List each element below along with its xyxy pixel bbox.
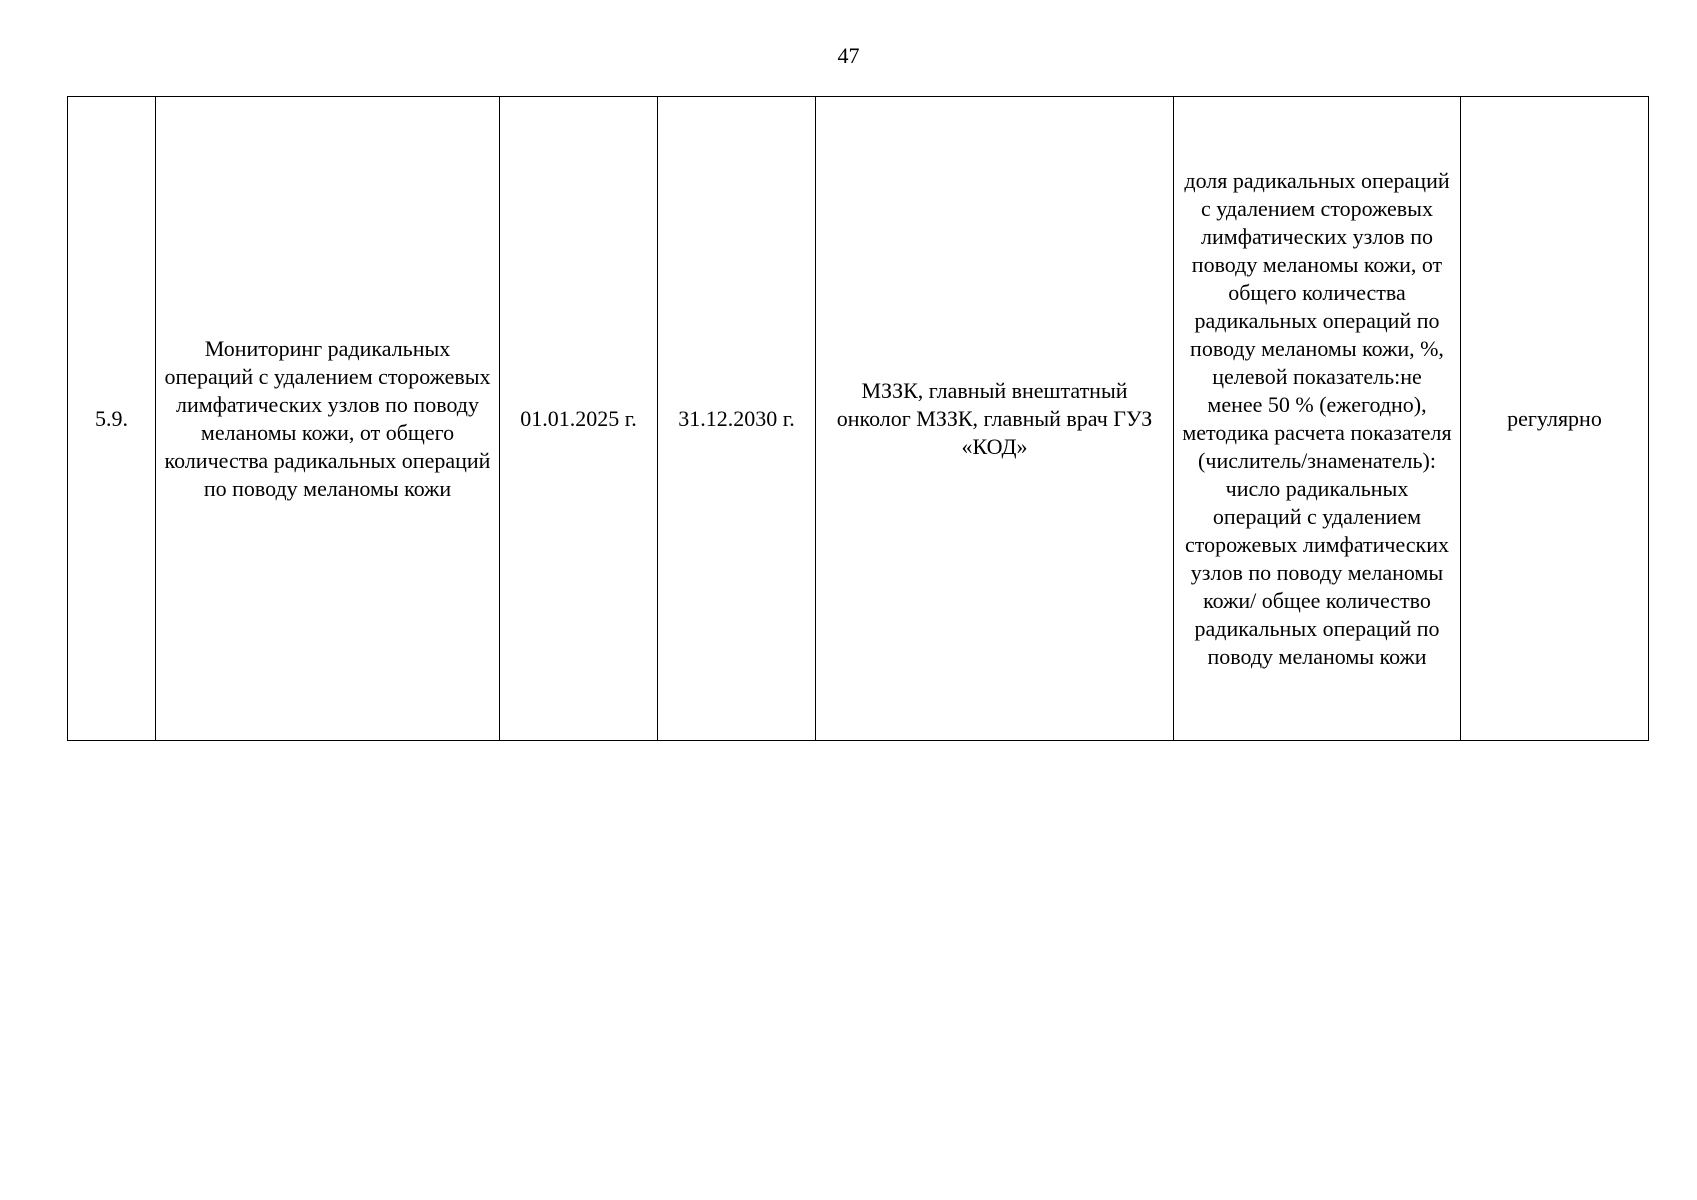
responsible-text: МЗЗК, главный внештатный онколог МЗЗК, главный врач ГУЗ «КОД» (836, 377, 1153, 459)
event-text: Мониторинг радикальных операций с удалением сторожевых лимфатических узлов по поводу меланомы кожи, от общего количества радикальных операций по поводу меланомы кожи (164, 335, 491, 501)
cell-end-date (658, 97, 816, 741)
cell-responsible (816, 97, 1174, 741)
plan-table (67, 96, 1649, 741)
row-number: 5.9. (95, 405, 128, 431)
cell-start-date (500, 97, 658, 741)
end-date: 31.12.2030 г. (678, 405, 795, 431)
cell-frequency (1461, 97, 1649, 741)
cell-indicator (1174, 97, 1461, 741)
cell-event (156, 97, 500, 741)
start-date: 01.01.2025 г. (520, 405, 637, 431)
indicator-text: доля радикальных операций с удалением сторожевых лимфатических узлов по поводу меланомы кожи, от общего количества радикальных операций по поводу меланомы кожи, %, целевой показатель:не менее 50 % (ежегодно), методика расчета показателя (числитель/знаменатель): число радикальных операций с удалением сторожевых лимфатических узлов по поводу меланомы кожи/ общее количество радикальных операций по поводу меланомы кожи (1182, 167, 1452, 669)
page-number: 47 (837, 43, 860, 68)
cell-number (68, 97, 156, 741)
frequency-text: регулярно (1507, 405, 1602, 431)
table-row (68, 97, 1649, 741)
